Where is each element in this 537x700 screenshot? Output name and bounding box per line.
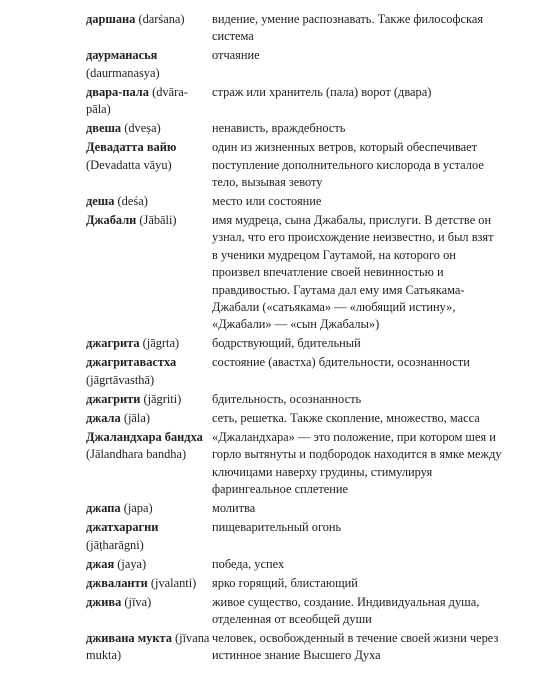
- term-sanskrit: (jaya): [117, 556, 147, 571]
- glossary-list: [86, 11, 502, 666]
- glossary-term: [86, 120, 212, 137]
- glossary-definition: «Джаландхара» — это положение, при котором шея и горло вытянуты и подбородок находится в ямке между ключицами наверху грудины, стимулируя фарингеальное сплетение: [212, 429, 502, 497]
- glossary-term: [86, 11, 212, 46]
- glossary-entry: [86, 556, 502, 573]
- term-russian: двара-пала: [86, 84, 149, 99]
- glossary-term: [86, 630, 212, 665]
- term-russian: двеша: [86, 121, 122, 136]
- glossary-term: [86, 193, 212, 210]
- glossary-definition: один из жизненных ветров, который обеспечивает поступление дополнительного кислорода в усталое тело, вызывая зевоту: [212, 140, 484, 190]
- term-sanskrit: (jāgrtāvasthā): [86, 372, 155, 387]
- term-sanskrit: (daurmanasya): [86, 65, 160, 80]
- glossary-entry: [86, 429, 502, 499]
- glossary-definition: сеть, решетка. Также скопление, множество, масса: [212, 410, 480, 425]
- glossary-entry: [86, 84, 502, 119]
- term-sanskrit: (japa): [123, 501, 153, 516]
- glossary-term: [86, 519, 212, 554]
- term-russian: джагритавастха: [86, 355, 177, 370]
- glossary-term: [86, 410, 212, 427]
- glossary-term: [86, 429, 212, 499]
- glossary-entry: [86, 575, 502, 592]
- term-sanskrit: (jīvana mukta): [86, 630, 210, 663]
- glossary-entry: [86, 630, 502, 665]
- glossary-term: [86, 354, 212, 389]
- glossary-definition: место или состояние: [212, 194, 322, 209]
- glossary-definition: ненависть, враждебность: [212, 121, 346, 136]
- glossary-definition: бодрствующий, бдительный: [212, 336, 361, 351]
- term-russian: джатхарагни: [86, 520, 159, 535]
- term-russian: Девадатта вайю: [86, 140, 177, 155]
- glossary-term: [86, 84, 212, 119]
- glossary-term: [86, 139, 212, 191]
- term-russian: даурманасья: [86, 48, 158, 63]
- glossary-term: [86, 335, 212, 352]
- term-russian: джива: [86, 594, 122, 609]
- glossary-definition: пищеварительный огонь: [212, 520, 342, 535]
- glossary-entry: [86, 391, 502, 408]
- term-russian: джапа: [86, 501, 121, 516]
- term-sanskrit: (Jālandhara bandha): [86, 447, 187, 462]
- term-sanskrit: (Devadatta vāyu): [86, 157, 172, 172]
- glossary-term: [86, 594, 212, 629]
- glossary-definition: бдительность, осознанность: [212, 391, 362, 406]
- term-sanskrit: (jāgriti): [143, 391, 182, 406]
- glossary-entry: [86, 120, 502, 137]
- term-russian: деша: [86, 194, 115, 209]
- term-russian: Джаландхара бандха: [86, 429, 203, 444]
- term-russian: дживана мукта: [86, 630, 172, 645]
- term-sanskrit: (deśa): [117, 194, 148, 209]
- term-sanskrit: (jāgrta): [142, 336, 180, 351]
- glossary-entry: [86, 354, 502, 389]
- glossary-entry: [86, 193, 502, 210]
- glossary-definition: имя мудреца, сына Джабалы, прислуги. В детстве он узнал, что его происхождение неизвестно, и был взят в ученики мудрецом Гаутамой, на которого он произвел впечатление своей невинностью и правдивостью. Гаутама дал ему имя Сатьякама-Джабали («сатьякама» — «любящий истину», «Джабали» — «сын Джабалы»): [212, 213, 494, 332]
- glossary-entry: [86, 139, 502, 191]
- glossary-term: [86, 500, 212, 517]
- term-sanskrit: (Jābāli): [139, 213, 177, 228]
- glossary-term: [86, 47, 212, 82]
- term-sanskrit: (dveṣa): [124, 121, 161, 136]
- glossary-definition: страж или хранитель (пала) ворот (двара): [212, 84, 432, 99]
- glossary-entry: [86, 519, 502, 554]
- glossary-definition: молитва: [212, 501, 256, 516]
- term-sanskrit: (jāla): [123, 410, 150, 425]
- term-russian: джагрити: [86, 391, 141, 406]
- term-sanskrit: (jvalanti): [150, 575, 197, 590]
- glossary-entry: [86, 594, 502, 629]
- term-russian: джагрита: [86, 336, 140, 351]
- glossary-entry: [86, 410, 502, 427]
- glossary-entry: [86, 335, 502, 352]
- glossary-definition: видение, умение распознавать. Также философская система: [212, 12, 484, 44]
- glossary-definition: ярко горящий, блистающий: [212, 575, 358, 590]
- glossary-entry: [86, 47, 502, 82]
- glossary-definition: человек, освобожденный в течение своей жизни через истинное знание Высшего Духа: [212, 630, 499, 663]
- term-russian: Джабали: [86, 213, 137, 228]
- glossary-entry: [86, 212, 502, 334]
- glossary-term: [86, 556, 212, 573]
- glossary-definition: победа, успех: [212, 556, 285, 571]
- glossary-definition: состояние (авастха) бдительности, осознанности: [212, 355, 470, 370]
- term-russian: джваланти: [86, 575, 148, 590]
- term-sanskrit: (jāṭharāgni): [86, 537, 144, 552]
- term-sanskrit: (dvāra-pāla): [86, 84, 188, 117]
- glossary-term: [86, 391, 212, 408]
- term-russian: джала: [86, 410, 121, 425]
- glossary-term: [86, 212, 212, 334]
- term-sanskrit: (jīva): [124, 594, 152, 609]
- glossary-term: [86, 575, 212, 592]
- term-russian: даршана: [86, 12, 136, 26]
- term-russian: джая: [86, 556, 115, 571]
- glossary-definition: отчаяние: [212, 48, 260, 63]
- glossary-entry: [86, 500, 502, 517]
- glossary-entry: [86, 11, 502, 46]
- glossary-definition: живое существо, создание. Индивидуальная душа, отделенная от всеобщей души: [212, 594, 480, 626]
- term-sanskrit: (darśana): [138, 12, 185, 26]
